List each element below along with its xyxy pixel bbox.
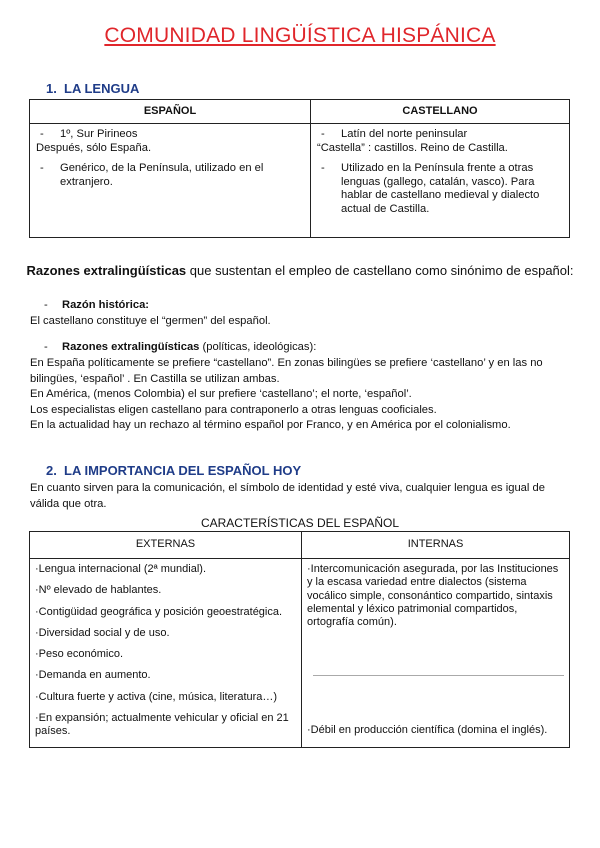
razones-bold: Razones extralingüísticas <box>26 263 187 278</box>
list-item <box>36 162 304 189</box>
list-item <box>317 128 563 142</box>
razones-heading <box>20 261 580 280</box>
paragraph-line: En España políticamente se prefiere “castellano”. En zonas bilingües se prefiere ‘castellano’ y en las no bilingües, ‘español’ . En Castilla se utilizan ambas. <box>30 357 543 385</box>
interna-item: ·Débil en producción científica (domina el inglés). <box>307 724 548 737</box>
externa-item: ·Nº elevado de hablantes. <box>35 584 162 597</box>
section-2-number: 2. <box>46 463 57 478</box>
externas-cell <box>30 559 302 748</box>
list-item <box>317 162 563 216</box>
historica-text: El castellano constituye el “germen” del español. <box>30 315 271 327</box>
extra-suffix: (políticas, ideológicas): <box>199 341 317 353</box>
list-text: Utilizado en la Península frente a otras lenguas (gallego, catalán, vasco). Para hablar de castellano medieval y dialecto actual de Castilla. <box>341 162 540 215</box>
header-internas: INTERNAS <box>302 532 570 559</box>
section-2-title: LA IMPORTANCIA DEL ESPAÑOL HOY <box>64 463 302 478</box>
list-text: Genérico, de la Península, utilizado en el extranjero. <box>60 162 264 188</box>
paragraph-line: En la actualidad hay un rechazo al término español por Franco, y en América por el colonialismo. <box>30 419 511 432</box>
externa-item: ·Contigüidad geográfica y posición geoestratégica. <box>35 605 283 618</box>
section-1-title: LA LENGUA <box>64 81 140 96</box>
historica-label: Razón histórica: <box>62 299 150 311</box>
list-text-cont: “Castella” : castillos. Reino de Castilla. <box>317 141 508 154</box>
dash: - <box>321 162 325 174</box>
header-externas: EXTERNAS <box>30 532 302 559</box>
list-text: 1º, Sur Pirineos <box>60 128 138 140</box>
externa-item: ·Lengua internacional (2ª mundial). <box>35 563 207 575</box>
section-2-intro: En cuanto sirven para la comunicación, el símbolo de identidad y esté viva, cualquier lengua es igual de válida que otra. <box>30 482 545 510</box>
header-castellano: CASTELLANO <box>311 100 570 124</box>
dash: - <box>321 128 325 140</box>
externa-item: ·Diversidad social y de uso. <box>35 626 170 639</box>
interna-item: ·Intercomunicación asegurada, por las Instituciones y la escasa variedad entre dialectos (sistema vocálico simple, consonántico compartido, sintaxis elemental y léxico patrimonial compartidos, ortografía común). <box>307 563 559 629</box>
historica-heading: - Razón histórica: <box>44 299 150 311</box>
paragraph-line: Los especialistas eligen castellano para contraponerlo a otras lenguas cooficiales. <box>30 403 437 416</box>
section-1-number: 1. <box>46 81 57 96</box>
extra-label: Razones extralingüísticas <box>62 341 200 353</box>
list-text: Latín del norte peninsular <box>341 128 468 140</box>
section-1-heading <box>46 81 139 96</box>
externa-item: ·En expansión; actualmente vehicular y oficial en 21 países. <box>35 712 289 738</box>
extra-heading: - Razones extralingüísticas (políticas, ideológicas): <box>44 341 317 353</box>
dash: - <box>40 162 44 174</box>
page-title: COMUNIDAD LINGÜÍSTICA HISPÁNICA <box>104 24 496 47</box>
razones-rest: que sustentan el empleo de castellano como sinónimo de español: <box>186 263 574 278</box>
extra-paragraph <box>30 356 575 434</box>
internas-cell <box>302 559 570 748</box>
caracteristicas-table <box>29 531 570 748</box>
list-item <box>36 128 304 142</box>
divider <box>313 675 564 676</box>
espanol-cell <box>30 124 311 238</box>
externa-item: ·Peso económico. <box>35 648 124 661</box>
table-caption: CARACTERÍSTICAS DEL ESPAÑOL <box>200 516 400 530</box>
section-2-heading <box>46 463 301 478</box>
list-text-cont: Después, sólo España. <box>36 141 152 154</box>
externa-item: ·Demanda en aumento. <box>35 669 151 682</box>
paragraph-line: En América, (menos Colombia) el sur prefiere ‘castellano’; el norte, ‘español’. <box>30 388 412 401</box>
header-espanol: ESPAÑOL <box>30 100 311 124</box>
externa-item: ·Cultura fuerte y activa (cine, música, literatura…) <box>35 690 278 703</box>
dash: - <box>40 128 44 140</box>
lengua-table <box>29 99 570 238</box>
castellano-cell <box>311 124 570 238</box>
